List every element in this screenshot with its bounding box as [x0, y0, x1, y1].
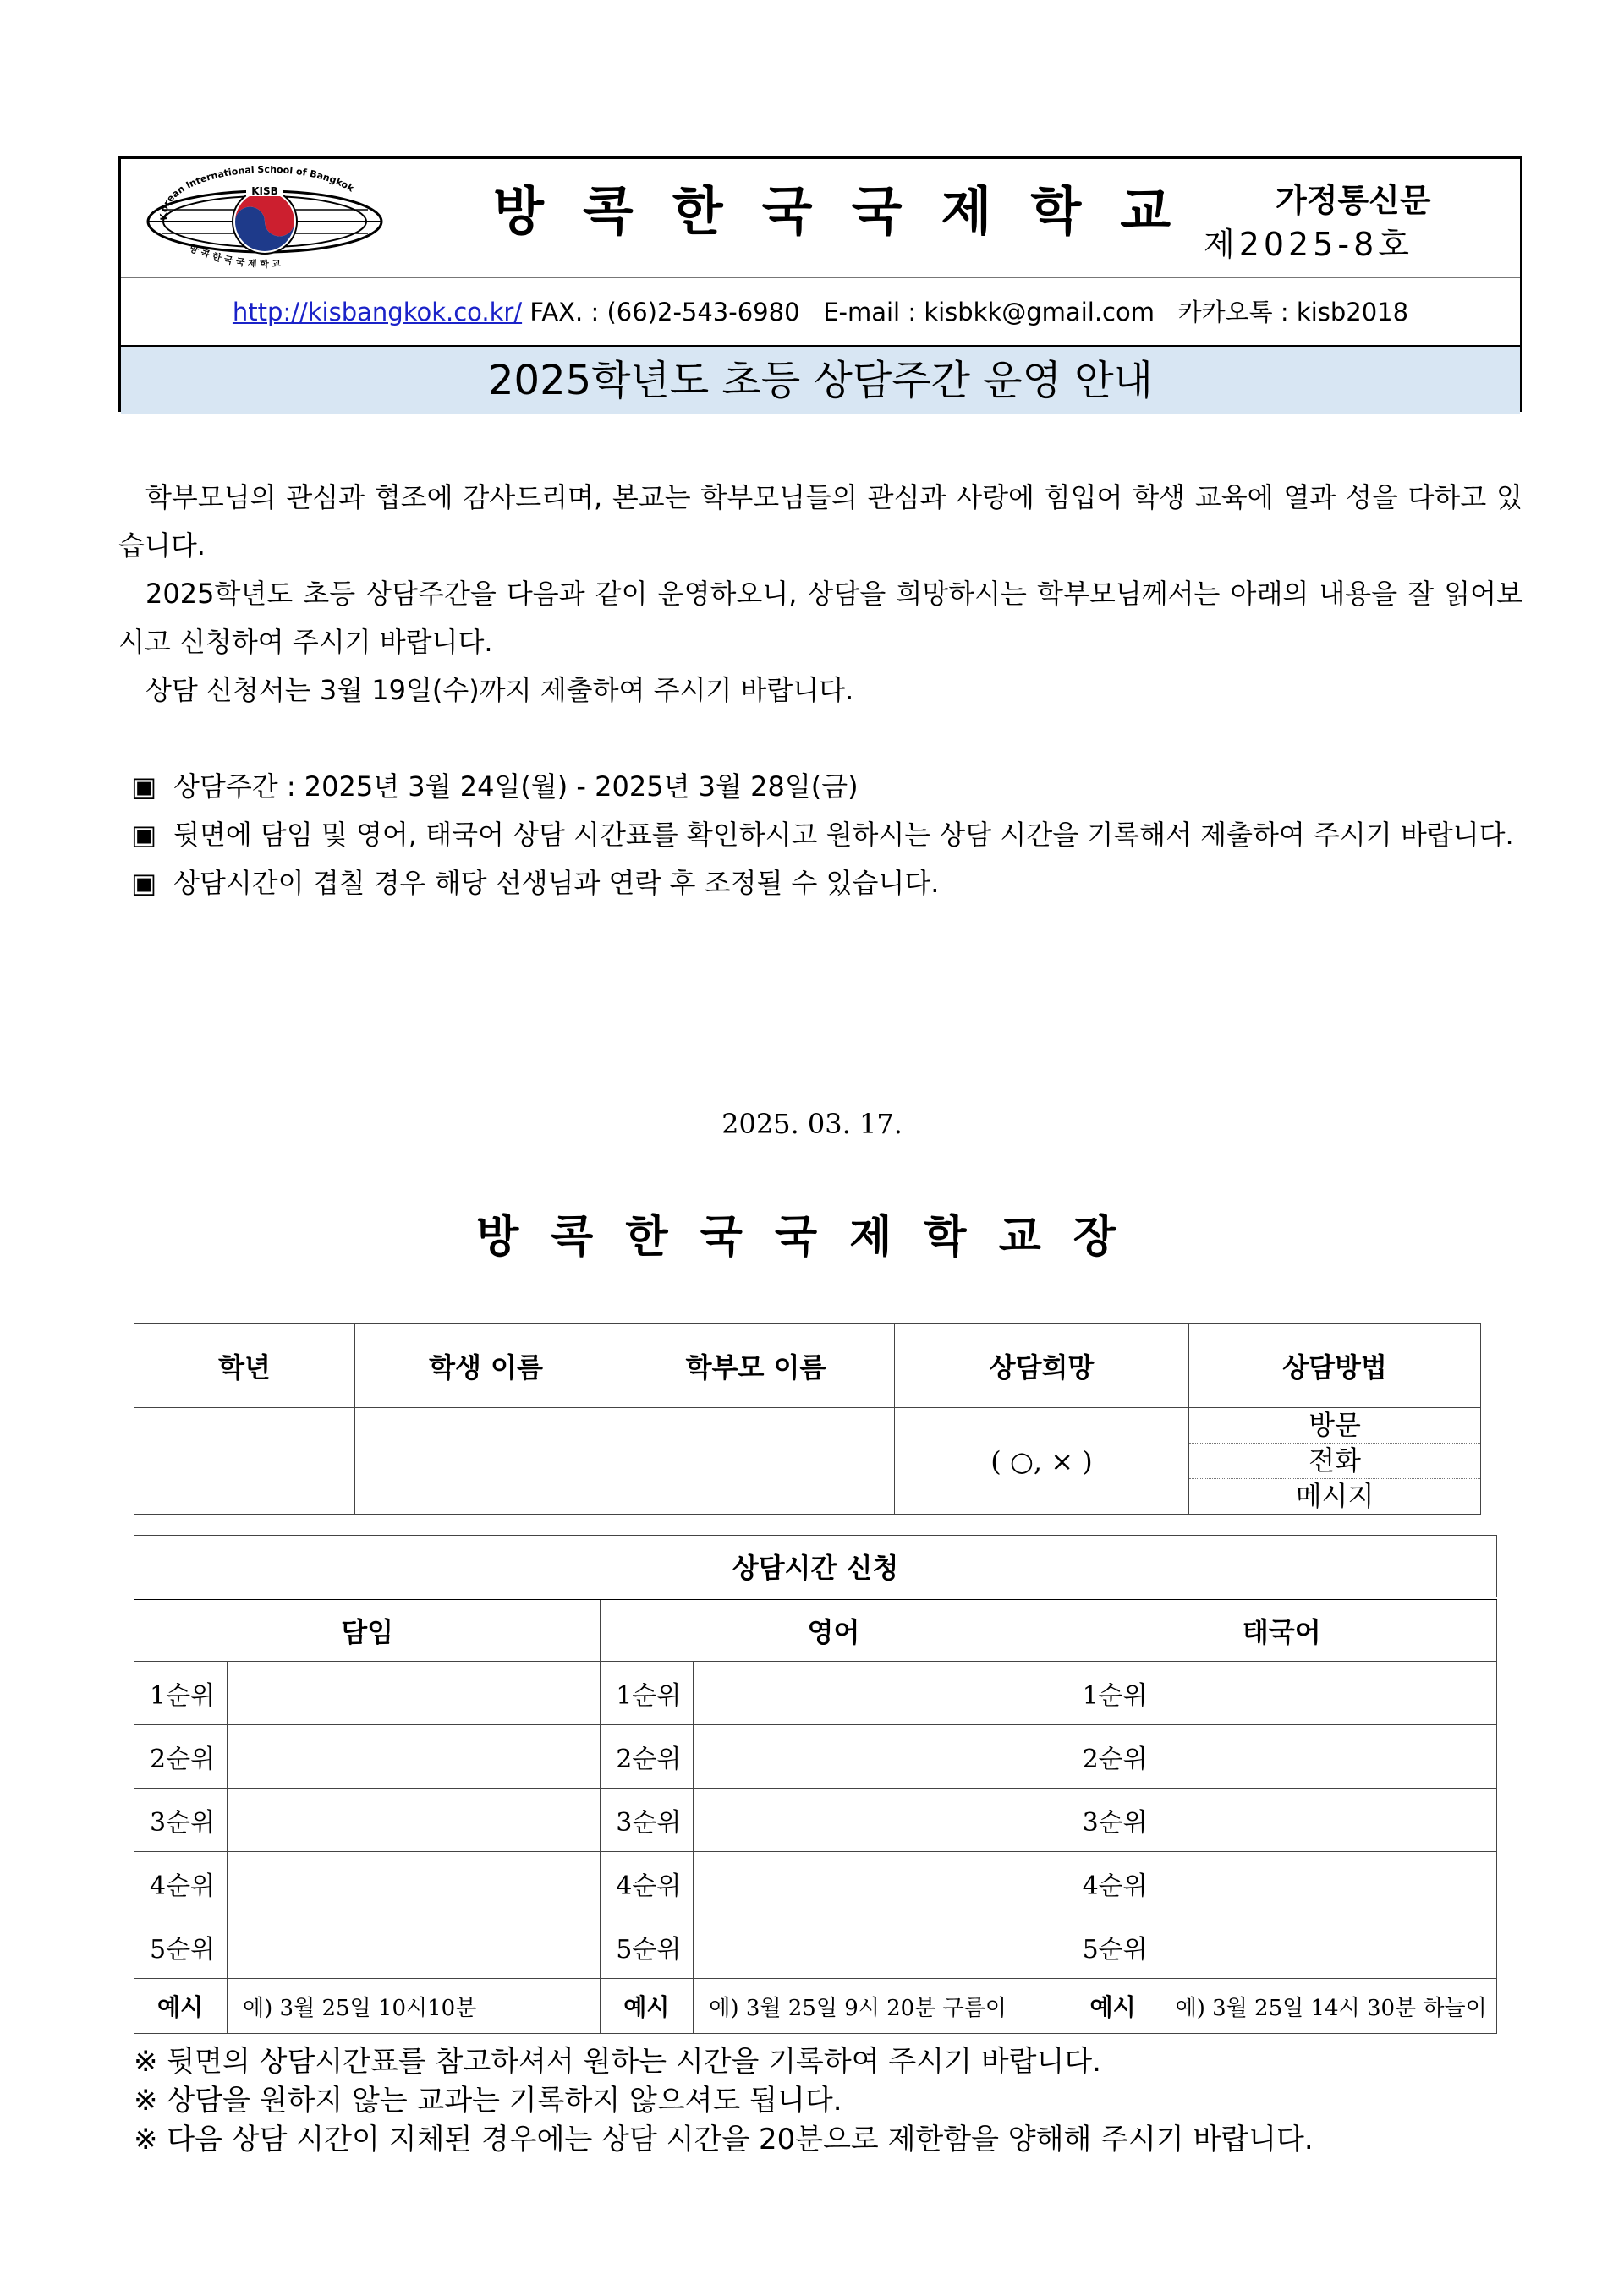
- logo-text-top: Korean International School of Bangkok: [157, 166, 356, 221]
- newsletter-label: 가정통신문: [1276, 182, 1431, 219]
- notes: [134, 2042, 1521, 2159]
- rank-label: 1순위: [1067, 1662, 1160, 1725]
- consult-wish-field[interactable]: ( ○, × ): [895, 1408, 1189, 1515]
- example-label: 예시: [601, 1979, 694, 2034]
- consult-time-table: [134, 1535, 1497, 2034]
- rank-label: 5순위: [1067, 1915, 1160, 1979]
- example-english: 예) 3월 25일 9시 20분 구름이: [694, 1979, 1067, 2034]
- issue-date: 2025. 03. 17.: [721, 1108, 903, 1140]
- time-input[interactable]: [1160, 1852, 1496, 1915]
- table-row: [134, 1662, 1497, 1725]
- bullet-text: 상담주간 : 2025년 3월 24일(월) - 2025년 3월 28일(금): [173, 770, 859, 803]
- time-input[interactable]: [694, 1789, 1067, 1852]
- method-phone[interactable]: 전화: [1189, 1444, 1480, 1479]
- kakao-id: 카카오톡 : kisb2018: [1177, 298, 1409, 326]
- subject-homeroom: 담임: [134, 1598, 601, 1662]
- bullet-marker: ▣: [131, 770, 157, 803]
- time-table-caption: 상담시간 신청: [134, 1536, 1497, 1599]
- note-item: ※ 다음 상담 시간이 지체된 경우에는 상담 시간을 20분으로 제한함을 양해해 주시기 바랍니다.: [134, 2123, 1314, 2156]
- time-input[interactable]: [228, 1852, 601, 1915]
- rank-label: 4순위: [134, 1852, 228, 1915]
- rank-label: 2순위: [134, 1725, 228, 1789]
- rank-label: 3순위: [134, 1789, 228, 1852]
- letterhead: [118, 156, 1522, 412]
- header-student-name: 학생 이름: [355, 1324, 617, 1408]
- time-input[interactable]: [1160, 1915, 1496, 1979]
- rank-label: 2순위: [1067, 1725, 1160, 1789]
- example-thai: 예) 3월 25일 14시 30분 하늘이: [1160, 1979, 1496, 2034]
- logo-badge: KISB: [251, 185, 278, 197]
- table-row: [134, 1915, 1497, 1979]
- school-title: 방콕한국국제학교: [493, 180, 1210, 242]
- time-input[interactable]: [1160, 1789, 1496, 1852]
- time-input[interactable]: [694, 1662, 1067, 1725]
- bullet-marker: ▣: [131, 819, 157, 851]
- rank-label: 2순위: [601, 1725, 694, 1789]
- logo-text-bottom: 방 콕 한 국 국 제 학 교: [187, 242, 282, 271]
- example-row: [134, 1979, 1497, 2034]
- table-row: [134, 1789, 1497, 1852]
- note-item: ※ 상담을 원하지 않는 교과는 기록하지 않으셔도 됩니다.: [134, 2084, 842, 2118]
- applicant-info-table: [134, 1323, 1481, 1515]
- bullet-item: [131, 763, 1518, 811]
- time-input[interactable]: [694, 1915, 1067, 1979]
- parent-name-field[interactable]: [617, 1408, 895, 1515]
- time-input[interactable]: [228, 1915, 601, 1979]
- subject-english: 영어: [601, 1598, 1067, 1662]
- principal-signature: 방콕한국국제학교장: [475, 1211, 1149, 1263]
- website-link[interactable]: http://kisbangkok.co.kr/: [232, 298, 523, 326]
- method-message[interactable]: 메시지: [1295, 1480, 1374, 1512]
- method-visit[interactable]: 방문: [1189, 1408, 1480, 1444]
- bullet-item: [131, 859, 1518, 907]
- time-input[interactable]: [228, 1789, 601, 1852]
- time-input[interactable]: [228, 1725, 601, 1789]
- header-parent-name: 학부모 이름: [617, 1324, 895, 1408]
- example-homeroom: 예) 3월 25일 10시10분: [228, 1979, 601, 2034]
- bullet-text: 상담시간이 겹칠 경우 해당 선생님과 연락 후 조정될 수 있습니다.: [173, 867, 940, 899]
- letterhead-top: [121, 159, 1520, 277]
- notice-title: 2025학년도 초등 상담주간 운영 안내: [121, 345, 1520, 414]
- rank-label: 3순위: [1067, 1789, 1160, 1852]
- consult-method-field: [1189, 1408, 1481, 1515]
- contact-row: [121, 277, 1520, 346]
- time-input[interactable]: [694, 1725, 1067, 1789]
- intro-paragraph: 학부모님의 관심과 협조에 감사드리며, 본교는 학부모님들의 관심과 사랑에 힘입어 학생 교육에 열과 성을 다하고 있습니다.: [118, 481, 1522, 562]
- time-input[interactable]: [1160, 1662, 1496, 1725]
- example-label: 예시: [1067, 1979, 1160, 2034]
- deadline-paragraph: 상담 신청서는 3월 19일(수)까지 제출하여 주시기 바랍니다.: [145, 674, 854, 706]
- time-input[interactable]: [228, 1662, 601, 1725]
- email-address: E-mail : kisbkk@gmail.com: [823, 298, 1155, 326]
- time-input[interactable]: [1160, 1725, 1496, 1789]
- grade-field[interactable]: [134, 1408, 355, 1515]
- issue-number: 제2025-8호: [1204, 226, 1414, 263]
- example-label: 예시: [134, 1979, 228, 2034]
- header-grade: 학년: [134, 1324, 355, 1408]
- bullet-text: 뒷면에 담임 및 영어, 태국어 상담 시간표를 확인하시고 원하시는 상담 시간을 기록해서 제출하여 주시기 바랍니다.: [173, 819, 1514, 851]
- subject-thai: 태국어: [1067, 1598, 1496, 1662]
- header-consult-method: 상담방법: [1189, 1324, 1481, 1408]
- student-name-field[interactable]: [355, 1408, 617, 1515]
- bullet-marker: ▣: [131, 867, 157, 899]
- rank-label: 1순위: [601, 1662, 694, 1725]
- time-input[interactable]: [694, 1852, 1067, 1915]
- bullet-item: [131, 811, 1518, 859]
- table-row: [134, 1852, 1497, 1915]
- table-row: [134, 1725, 1497, 1789]
- rank-label: 4순위: [1067, 1852, 1160, 1915]
- note-item: ※ 뒷면의 상담시간표를 참고하셔서 원하는 시간을 기록하여 주시기 바랍니다.: [134, 2045, 1101, 2079]
- header-consult-wish: 상담희망: [895, 1324, 1189, 1408]
- rank-label: 4순위: [601, 1852, 694, 1915]
- fax-number: FAX. : (66)2-543-6980: [529, 298, 800, 326]
- rank-label: 5순위: [134, 1915, 228, 1979]
- bullet-list: [131, 763, 1518, 907]
- rank-label: 1순위: [134, 1662, 228, 1725]
- school-logo: [138, 166, 392, 274]
- operation-paragraph: 2025학년도 초등 상담주간을 다음과 같이 운영하오니, 상담을 희망하시는 학부모님께서는 아래의 내용을 잘 읽어보시고 신청하여 주시기 바랍니다.: [118, 578, 1522, 658]
- rank-label: 5순위: [601, 1915, 694, 1979]
- rank-label: 3순위: [601, 1789, 694, 1852]
